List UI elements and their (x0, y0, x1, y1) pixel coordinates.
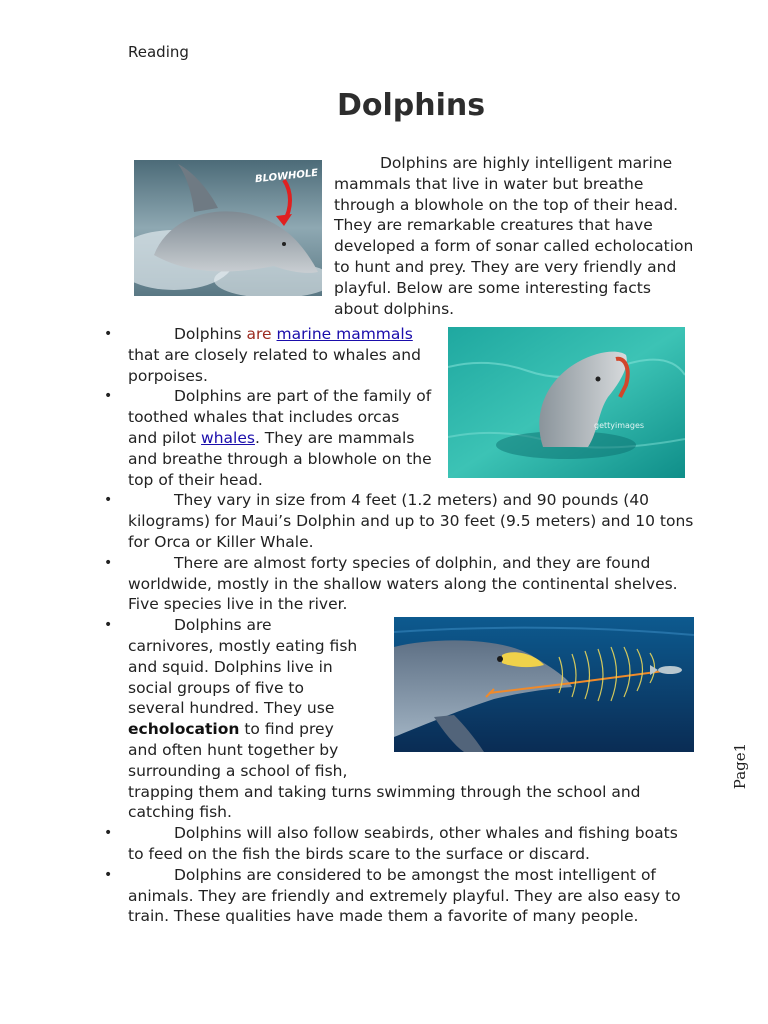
highlighted-word: are (246, 325, 272, 343)
dolphin-blowhole-photo (134, 160, 322, 296)
list-item: • Dolphins are considered to be amongst the most intelligent of animals. They are friendly and extremely playful. They are also easy to train. These qualities have made them a favorite of many people. (128, 865, 696, 927)
list-item: • They vary in size from 4 feet (1.2 meters) and 90 pounds (40 kilograms) for Maui’s Dolphin and up to 30 feet (9.5 meters) and 10 tons for Orca or Killer Whale. (128, 490, 696, 552)
dolphin-facts-list (128, 324, 696, 927)
getty-watermark: gettyimages (594, 421, 645, 430)
blowhole-label: BLOWHOLE (254, 167, 319, 186)
whales-link[interactable]: whales (201, 428, 255, 447)
page-number-label: Page1 (731, 742, 749, 790)
marine-mammals-link[interactable]: marine mammals (276, 325, 413, 343)
intro-text: Dolphins are highly intelligent marine mammals that live in water but breathe through a blowhole on the top of their head. They are remarkable creatures that have developed a form of sonar called echolocation to hunt and prey. They are very friendly and playful. Below are some interesting facts about dolphins. (334, 154, 694, 318)
list-item: • Dolphins are carnivores, mostly eating fish and squid. Dolphins live in social groups of five to several hundred. They use echolocation to find prey and often hunt together by surrounding a school of fish, trapping them and taking turns swimming through the school and catching fish. (128, 615, 696, 823)
list-item: • Dolphins are marine mammals that are closely related to whales and porpoises. (128, 324, 433, 386)
list-item: • There are almost forty species of dolphin, and they are found worldwide, mostly in the shallow waters along the continental shelves. Five species live in the river. (128, 553, 696, 615)
list-item: • Dolphins are part of the family of toothed whales that includes orcas and pilot whales. They are mammals and breathe through a blowhole on the top of their head. (128, 386, 433, 490)
header-reading-label: Reading (128, 43, 189, 61)
intro-paragraph (334, 153, 694, 319)
page-title: Dolphins (336, 88, 486, 123)
list-item: • Dolphins will also follow seabirds, other whales and fishing boats to feed on the fish the birds scare to the surface or discard. (128, 823, 696, 865)
echolocation-term: echolocation (128, 720, 240, 739)
